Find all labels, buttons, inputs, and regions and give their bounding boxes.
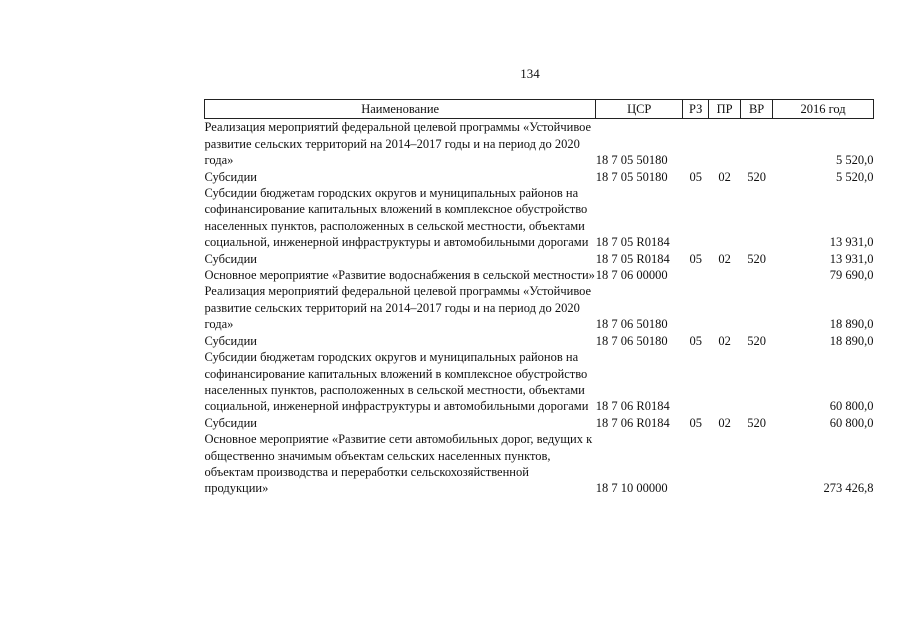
row-vr: 520 bbox=[747, 251, 766, 266]
table-row bbox=[205, 251, 874, 267]
row-csr: 18 7 05 50180 bbox=[595, 169, 668, 184]
row-csr: 18 7 05 R0184 bbox=[595, 251, 670, 266]
row-amount: 18 890,0 bbox=[829, 333, 874, 348]
row-pr bbox=[709, 431, 741, 497]
table-row bbox=[205, 431, 874, 497]
table-row bbox=[205, 333, 874, 349]
table-row bbox=[205, 283, 874, 332]
table-row bbox=[205, 119, 874, 169]
row-vr bbox=[741, 283, 773, 332]
row-pr: 02 bbox=[718, 333, 731, 348]
row-amount: 5 520,0 bbox=[836, 153, 874, 168]
row-pr bbox=[709, 267, 741, 283]
header-csr: ЦСР bbox=[596, 100, 683, 119]
row-amount: 13 931,0 bbox=[829, 235, 874, 250]
row-csr: 18 7 06 50180 bbox=[595, 317, 668, 332]
row-name: Субсидии bbox=[204, 415, 257, 430]
header-vr: ВР bbox=[741, 100, 773, 119]
table-row bbox=[205, 169, 874, 185]
row-name: Субсидии bbox=[204, 169, 257, 184]
row-vr: 520 bbox=[747, 415, 766, 430]
row-amount: 60 800,0 bbox=[829, 415, 874, 430]
row-csr: 18 7 10 00000 bbox=[595, 481, 668, 496]
row-rz: 05 bbox=[689, 333, 702, 348]
row-amount: 79 690,0 bbox=[829, 268, 874, 283]
row-name: Основное мероприятие «Развитие сети автомобильных дорог, ведущих к общественно значимым объектам сельских населенных пунктов, объектам производства и переработки сельскохозяйственной продукции» bbox=[204, 432, 593, 496]
row-name: Реализация мероприятий федеральной целевой программы «Устойчивое развитие сельских территорий на 2014–2017 годы и на период до 2020 года» bbox=[204, 284, 592, 332]
row-csr: 18 7 06 50180 bbox=[595, 333, 668, 348]
row-pr: 02 bbox=[718, 251, 731, 266]
header-year: 2016 год bbox=[773, 100, 874, 119]
header-rz: РЗ bbox=[683, 100, 709, 119]
row-amount: 18 890,0 bbox=[829, 317, 874, 332]
row-csr: 18 7 06 R0184 bbox=[595, 399, 670, 414]
row-csr: 18 7 06 00000 bbox=[595, 268, 668, 283]
table-row bbox=[205, 267, 874, 283]
row-pr: 02 bbox=[718, 415, 731, 430]
row-rz bbox=[683, 283, 709, 332]
row-rz bbox=[683, 349, 709, 415]
row-rz: 05 bbox=[689, 251, 702, 266]
header-name: Наименование bbox=[205, 100, 596, 119]
row-vr bbox=[741, 119, 773, 169]
row-vr bbox=[741, 349, 773, 415]
row-rz bbox=[683, 267, 709, 283]
row-csr: 18 7 05 R0184 bbox=[595, 235, 670, 250]
row-pr bbox=[709, 185, 741, 251]
row-name: Реализация мероприятий федеральной целевой программы «Устойчивое развитие сельских территорий на 2014–2017 годы и на период до 2020 года» bbox=[204, 120, 592, 168]
row-rz bbox=[683, 431, 709, 497]
row-name: Субсидии бюджетам городских округов и муниципальных районов на софинансирование капитальных вложений в комплексное обустройство населенных пунктов, расположенных в сельской местности, объектами социальной, инженерной инфраструктуры и автомобильными дорогами bbox=[204, 350, 589, 414]
row-vr: 520 bbox=[747, 169, 766, 184]
row-name: Субсидии бюджетам городских округов и муниципальных районов на софинансирование капитальных вложений в комплексное обустройство населенных пунктов, расположенных в сельской местности, объектами социальной, инженерной инфраструктуры и автомобильными дорогами bbox=[204, 186, 589, 250]
row-pr bbox=[709, 283, 741, 332]
row-rz bbox=[683, 119, 709, 169]
table-row bbox=[205, 185, 874, 251]
table-row bbox=[205, 415, 874, 431]
row-pr bbox=[709, 349, 741, 415]
row-vr bbox=[741, 431, 773, 497]
row-amount: 60 800,0 bbox=[829, 399, 874, 414]
row-vr bbox=[741, 267, 773, 283]
row-csr: 18 7 05 50180 bbox=[595, 153, 668, 168]
row-vr: 520 bbox=[747, 333, 766, 348]
table-header-row bbox=[205, 100, 874, 119]
row-pr: 02 bbox=[718, 169, 731, 184]
header-pr: ПР bbox=[709, 100, 741, 119]
row-rz bbox=[683, 185, 709, 251]
row-rz: 05 bbox=[689, 415, 702, 430]
row-amount: 273 426,8 bbox=[823, 481, 874, 496]
row-name: Субсидии bbox=[204, 333, 257, 348]
table-row bbox=[205, 349, 874, 415]
row-name: Основное мероприятие «Развитие водоснабжения в сельской местности» bbox=[204, 268, 595, 283]
row-vr bbox=[741, 185, 773, 251]
budget-table bbox=[204, 99, 874, 497]
row-amount: 5 520,0 bbox=[836, 169, 874, 184]
row-rz: 05 bbox=[689, 169, 702, 184]
row-amount: 13 931,0 bbox=[829, 251, 874, 266]
page-number: 134 bbox=[520, 66, 540, 81]
row-csr: 18 7 06 R0184 bbox=[595, 415, 670, 430]
row-name: Субсидии bbox=[204, 251, 257, 266]
row-pr bbox=[709, 119, 741, 169]
